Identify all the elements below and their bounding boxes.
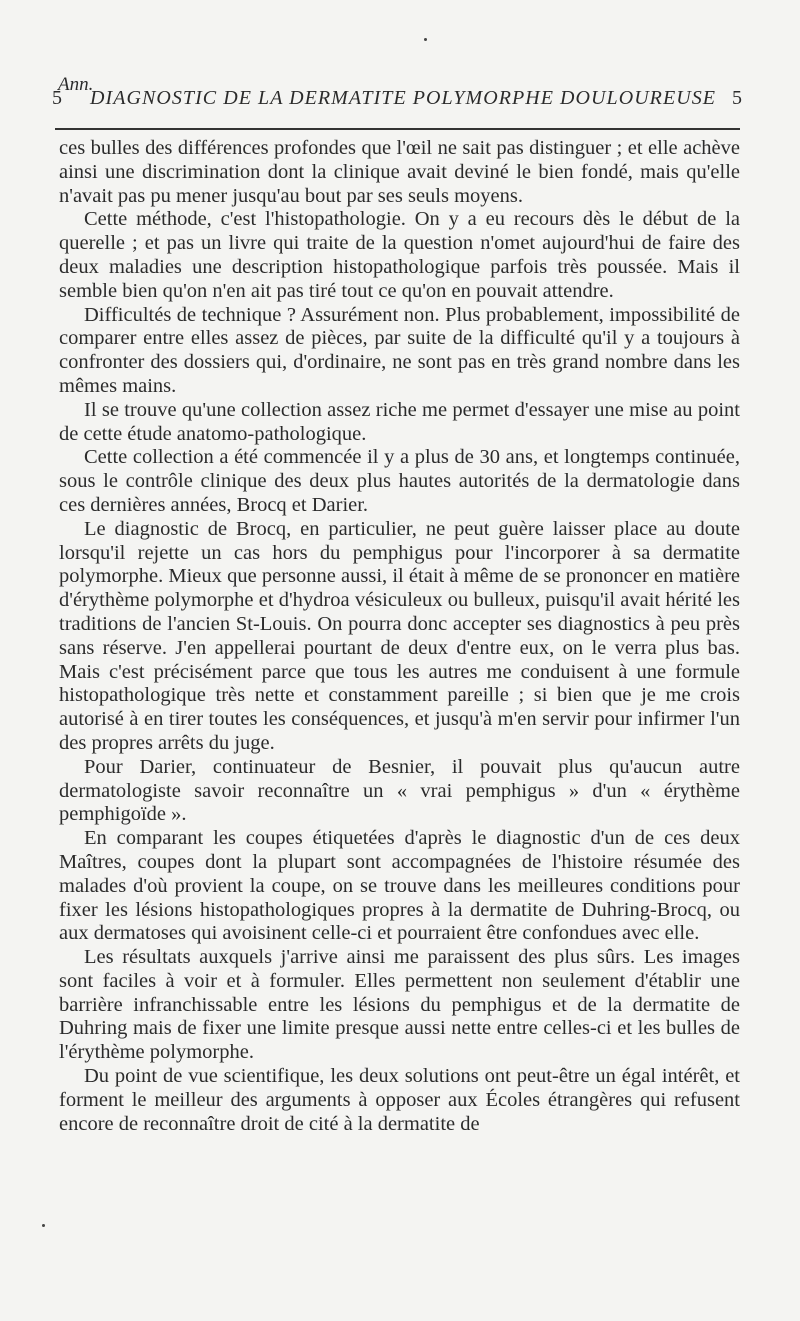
- paragraph: Il se trouve qu'une collection assez riche me permet d'essayer une mise au point de cette étude anatomo-pathologique.: [59, 398, 740, 445]
- paragraph: Du point de vue scientifique, les deux solutions ont peut-être un égal intérêt, et forment le meilleur des arguments à opposer aux Écoles étrangères qui refusent encore de reconnaître droit de cité à la dermatite de: [59, 1065, 740, 1135]
- paragraph: Pour Darier, continuateur de Besnier, il pouvait plus qu'aucun autre dermatologiste savoir reconnaître un « vrai pemphigus » d'un « érythème pemphigoïde ».: [59, 755, 740, 826]
- paragraph: ces bulles des différences profondes que l'œil ne sait pas distinguer ; et elle achève ainsi une discrimination dont la clinique avait deviné le bien fondé, mais qu'elle n'avait pas pu mener jusqu'au bout par ses seuls moyens.: [59, 137, 740, 207]
- running-title: DIAGNOSTIC DE LA DERMATITE POLYMORPHE DOULOUREUSE: [90, 87, 717, 109]
- page-speck: [42, 1224, 45, 1227]
- page-number-left: 5: [52, 87, 62, 109]
- paragraph: Cette méthode, c'est l'histopathologie. On y a eu recours dès le début de la querelle ; et pas un livre qui traite de la question n'omet aujourd'hui de faire des deux maladies une description histopathologique parfois très poussée. Mais il semble bien qu'on n'en ait pas tiré tout ce qu'on en pouvait attendre.: [59, 208, 740, 302]
- paragraph: Les résultats auxquels j'arrive ainsi me paraissent des plus sûrs. Les images sont faciles à voir et à formuler. Elles permettent non seulement d'établir une barrière infranchissable entre les lésions du pemphigus et de la dermatite de Duhring mais de fixer une limite presque aussi nette entre celles-ci et les bulles de l'érythème polymorphe.: [59, 946, 740, 1064]
- paragraph: Le diagnostic de Brocq, en particulier, ne peut guère laisser place au doute lorsqu'il rejette un cas hors du pemphigus pour l'incorporer à sa dermatite polymorphe. Mieux que personne aussi, il était à même de se prononcer en matière d'érythème polymorphe et d'hydroa vésiculeux ou bulleux, puisqu'il avait hérité les traditions de l'ancien St-Louis. On pourra donc accepter ses diagnostics à peu près sans réserve. J'en appellerai pourtant de deux d'entre eux, on le verra plus bas. Mais c'est précisément parce que tous les autres me conduisent à une formule histopathologique très nette et constamment pareille ; si bien que je me crois autorisé à en tirer toutes les conséquences, et jusqu'à m'en servir pour infirmer l'un des propres arrêts du juge.: [59, 517, 740, 754]
- header-rule: [55, 128, 740, 130]
- header-abbreviation: Ann.: [58, 74, 94, 95]
- page-speck: [424, 38, 427, 41]
- paragraph: En comparant les coupes étiquetées d'après le diagnostic d'un de ces deux Maîtres, coupes dont la plupart sont accompagnées de l'histoire résumée des malades d'où provient la coupe, on se trouve dans les meilleures conditions pour fixer les lésions histopathologiques propres à la dermatite de Duhring-Brocq, ou aux dermatoses qui avoisinent celle-ci et pourraient être confondues avec elle.: [59, 827, 740, 945]
- paragraph: Cette collection a été commencée il y a plus de 30 ans, et longtemps continuée, sous le contrôle clinique des deux plus hautes autorités de la dermatologie dans ces dernières années, Brocq et Darier.: [59, 446, 740, 516]
- paragraph: Difficultés de technique ? Assurément non. Plus probablement, impossibilité de comparer entre elles assez de pièces, par suite de la difficulté qu'il y a toujours à confronter des dossiers qui, d'ordinaire, ne sont pas en très grand nombre dans les mêmes mains.: [59, 303, 740, 397]
- running-header: [52, 87, 742, 115]
- page-number-right: 5: [732, 87, 742, 109]
- body-text: [59, 137, 740, 1136]
